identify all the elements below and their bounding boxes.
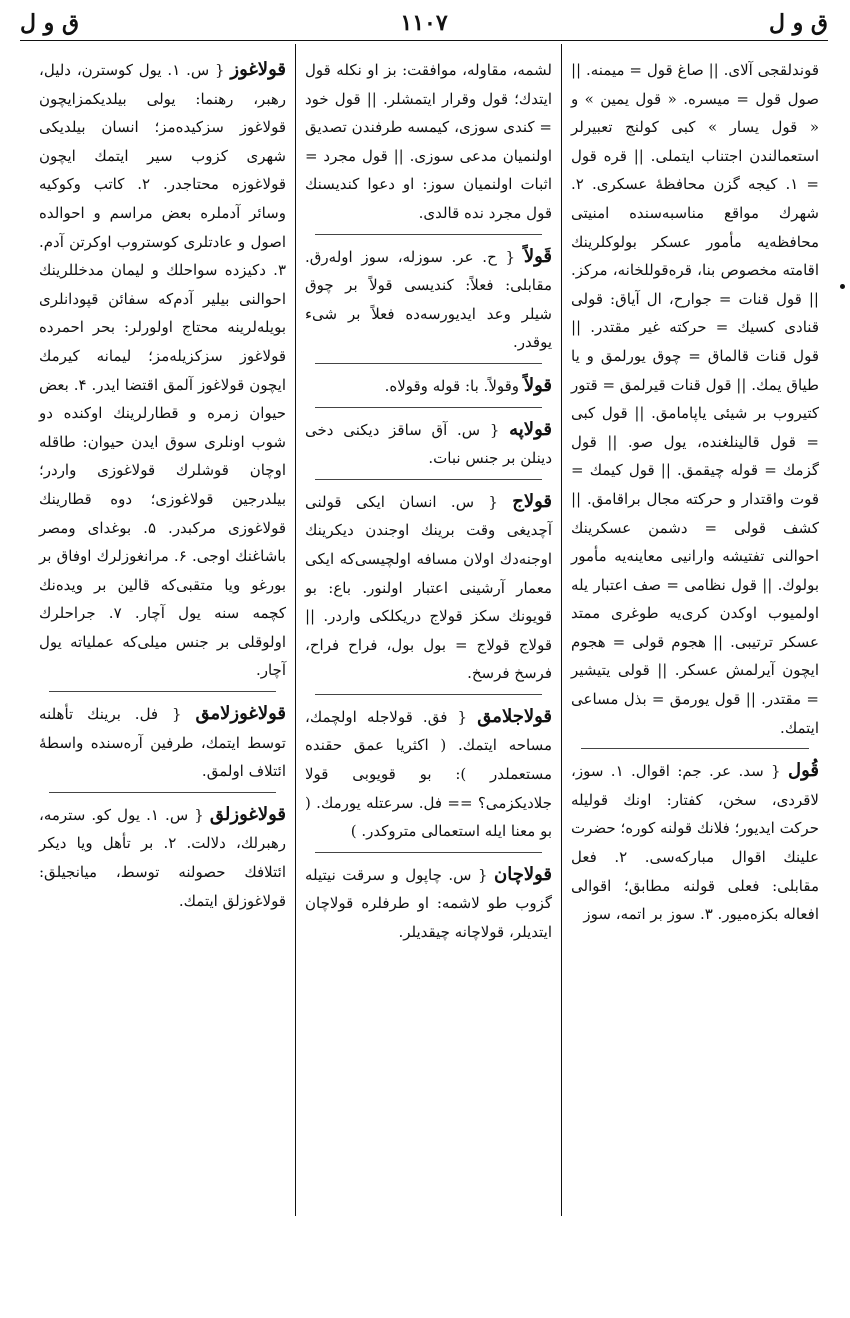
margin-dot — [840, 284, 845, 289]
headword: قولاغوزلامق — [195, 703, 286, 725]
entry-text: { سد. عر. جم: اقوال. ۱. سوز، لاقردی، سخن، کفتار: اونك قولیله حرکت ایدیور؛ فلانك قولنه کوره؛ حضرت علینك اقوال مبارکه‌سی. ۲. فعل مقابلی: فعلی قولنه مطابق؛ اقوالی افعاله بکزه‌میور. ۳. سوز بر اتمه، سوز — [571, 762, 819, 924]
page-number: ۱۱۰۷ — [400, 10, 448, 36]
headword: قولاً — [523, 374, 552, 396]
running-head-left: ق و ل — [20, 10, 80, 36]
headword: قولاپه — [509, 418, 552, 440]
page-header — [20, 8, 828, 38]
entry-text: { فل. برینك تأهلنه توسط ایتمك، طرفین آره‌سنده واسطهٔ ائتلاف اولمق. — [39, 705, 286, 781]
dictionary-entry — [39, 56, 286, 685]
entry-separator — [315, 852, 542, 853]
column-left — [30, 44, 296, 1216]
dictionary-columns — [20, 44, 828, 1216]
entry-separator — [49, 691, 276, 692]
entry-separator — [49, 792, 276, 793]
entry-text: { س. انسان ایکی قولنی آچدیغی وقت برینك اوجندن دیکرینك اوجنه‌دك اولان مسافه اولچیسی‌که ایکی معمار آرشینی اعتبار اولنور. باع: بو قویونك سکز قولاج دریکلکی واردر. || قولاج قولاج = بول بول، فراح فراح، فرسخ فرسخ. — [305, 492, 552, 683]
running-head-right: ق و ل — [769, 10, 828, 36]
dictionary-entry — [305, 488, 552, 688]
entry-separator — [315, 363, 542, 364]
dictionary-entry — [305, 861, 552, 947]
dictionary-entry — [305, 243, 552, 357]
headword: قولاغوزلق — [209, 803, 286, 825]
headword: قولاچان — [493, 863, 552, 885]
dictionary-entry — [305, 703, 552, 846]
headword: قولاجلامق — [477, 705, 552, 727]
dictionary-entry — [571, 56, 819, 742]
entry-text: { س. چاپول و سرقت نیتیله گزوب طو لاشمه: او طرفلره قولاچان ایتدیلر، قولاچانه چیقدیلر. — [305, 865, 552, 942]
entry-text: { س. آق ساقز دیکنی دخی دینلن بر جنس نبات. — [305, 420, 552, 468]
entry-text: قوندلقجی آلای. || صاغ قول = میمنه. || صول قول = میسره. « قول یمین » و « قول یسار » کبی کولنج تعبیرلر استعمالندن اجتناب ایتملی. || قره قول = ۱. کیجه گزن محافظهٔ عسکری. ۲. شهرك مواقع مناسبه‌سنده امنیتی محافظه‌یه مأمور عسکر بولوکلرینك اقامته مخصوص بنا، قره‌قوللخانه، مرکز. || قول قنات = جوارح، ال آیاق: قولی قنادی کسیك = حرکته غیر مقتدر. || قول قنات قالماق = چوق یورلمق و یا طیاق یمك. || قول قنات قیرلمق = قتور کتیروب بر شیئی یاپامامق. || قول کبی = قول قالینلغنده، یول صو. || قول گزمك = قوله چیقمق. || قول کیمك = قوت واقتدار و حرکته مجال براقامق. || کشف قولی = دشمن عسکرینك احوالنی تفتیشه وارانیی معاینه‌یه مأمور بولوك. || قول نظامی = صف اعتبار یله اولمیوب اوکدن کری‌یه طوغری ممتد عسکر ترتیبی. || هجوم قولی = هجوم ایچون آیرلمش عسکر. || قولی یتیشیر = مقتدر. || قول یورمق = بذل مساعی ایتمك. — [571, 61, 820, 737]
entry-text: { ح. عر. سوزله، سوز اوله‌رق. مقابلی: فعلاً: کندیسی قولاً بر چوق شیلر وعد ایدیورسه‌ده فعلاً بر شیء یوقدر. — [305, 247, 552, 352]
entry-separator — [581, 748, 809, 749]
entry-separator — [315, 479, 542, 480]
headword: قولاغوز — [230, 59, 286, 80]
header-rule — [20, 40, 828, 41]
entry-text: لشمه، مقاوله، موافقت: بز او نکله قول ایتدك؛ قول وقرار ایتمشلر. || قول خود = کندی سوزی، کیمسه طرفندن تصدیق اولنمیان مدعی سوزی. || قول مجرد = اثبات اولنمیان سوز: او دعوا کندیسنك قول مجرد نده قالدی. — [305, 61, 552, 222]
dictionary-entry — [571, 757, 819, 929]
dictionary-entry — [305, 372, 552, 401]
entry-text: وقولاً. با: قوله وقولاه. — [384, 376, 520, 395]
column-right — [562, 44, 828, 1216]
dictionary-entry — [39, 801, 286, 915]
entry-text: { س. ۱. یول کوسترن، دلیل، رهبر، رهنما: یولی بیلدیکمزایچون قولاغوز سزکیده‌مز؛ انسان بیلدیکی شهری کزوب سیر ایتمك ایچون قولاغوزه محتاجدر. ۲. کاتب وکوکیه وسائر آدملره بعض مراسم و احوالده اصول و عادتلری کوستروب اوکرتن آدم. ۳. دکیزده سواحلك و لیمان مدخللرینك احوالنی بیلیر آدم‌که سفائن قپودانلری بویله‌لرینه محتاج اولورلر: بحر احمرده قولاغوز سزکزیله‌مز؛ لیمانه کیرمك ایچون قولاغوز آلمق اقتضا ایدر. ۴. بعض حیوان زمره و قطارلرینك اوکنده دو شوب اونلری سوق ایدن حیوان: طاقله اوچان قوشلرك قولاغوزی واردر؛ بیلدرجین قولاغوزی؛ دوه قطارینك قولاغوزی مرکبدر. ۵. بوغدای ومصر باشاغنك اوجی. ۶. مرانغوزلرك اوفاق بر بورغو ویا متقبی‌که قالین بر ویده‌نك کچمه سنه یول آچار. ۷. جراحلرك اولوقلی بر جنس میلی‌که عملیاته یول آچار. — [39, 61, 287, 680]
dictionary-entry — [305, 56, 552, 228]
dictionary-entry — [39, 700, 286, 786]
entry-text: { س. ۱. یول کو. سترمه، رهبرلك، دلالت. ۲. بر تأهل ویا دیکر ائتلافك حصولنه توسط، میانجیلق: قولاغوزلق ایتمك. — [39, 805, 286, 910]
entry-separator — [315, 694, 542, 695]
entry-text: { فق. قولاجله اولچمك، مساحه ایتمك. ( اکثریا عمق حقنده مستعملدر ): بو قویوبی قولا جلادیکزمی؟ == فل. سرعتله یورمك. ( بو معنا ایله استعمالی متروکدر. ) — [305, 707, 552, 841]
dictionary-entry — [305, 416, 552, 473]
entry-separator — [315, 234, 542, 235]
column-middle — [296, 44, 562, 1216]
headword: قولاج — [512, 490, 552, 512]
entry-separator — [315, 407, 542, 408]
headword: قَولاً — [523, 245, 552, 267]
headword: قُول — [788, 760, 819, 782]
